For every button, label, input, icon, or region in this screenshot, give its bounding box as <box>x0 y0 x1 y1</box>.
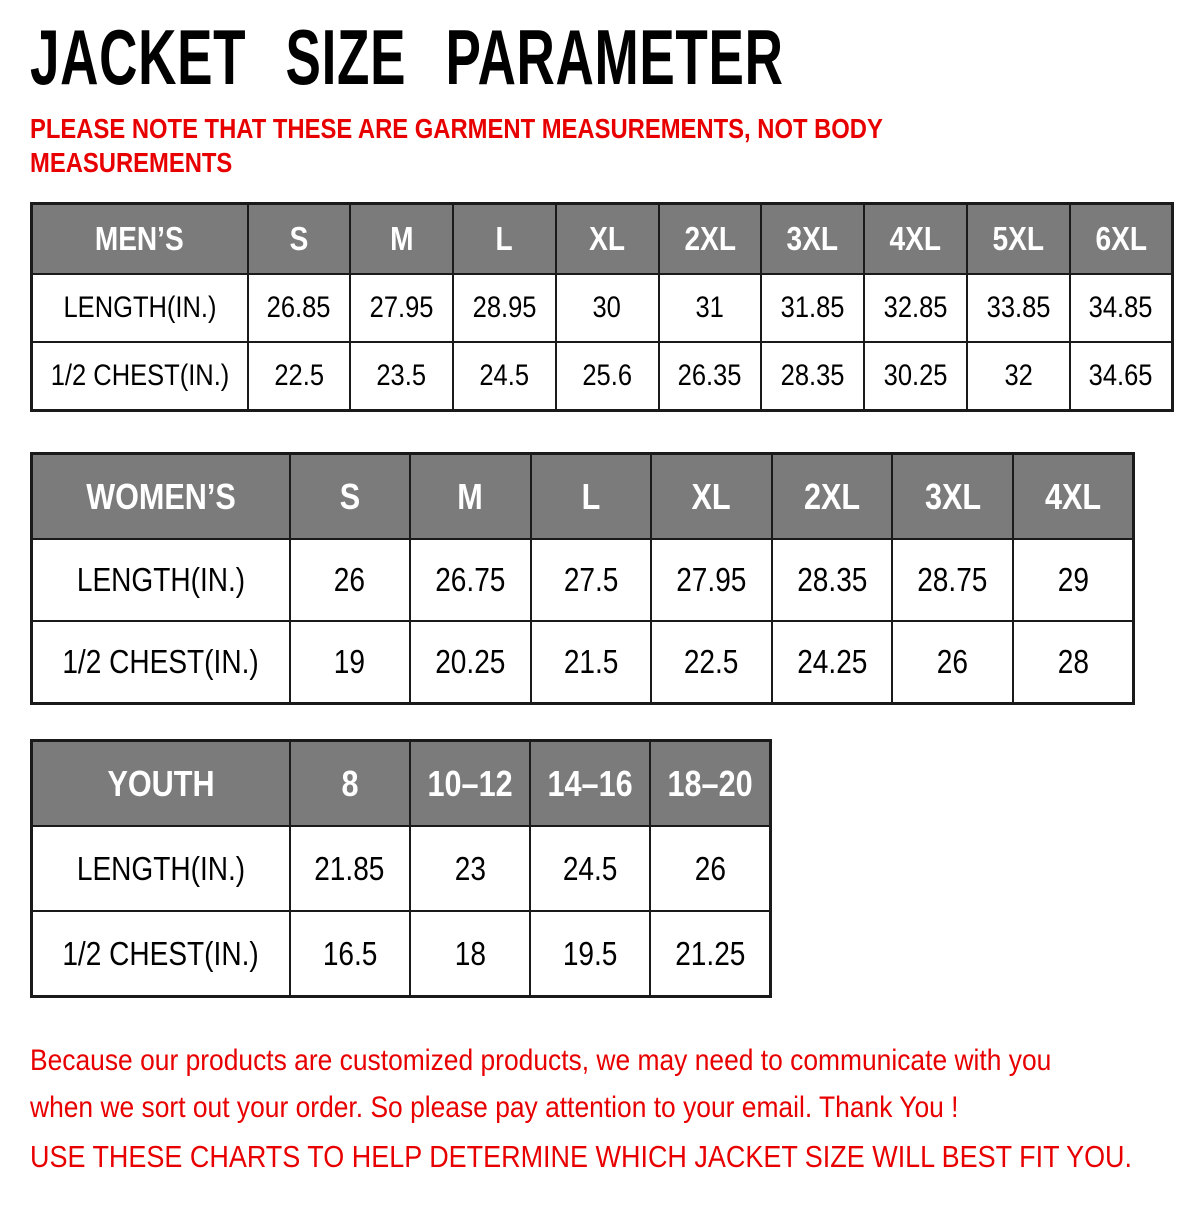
youth-size-header: 18–20 <box>650 741 770 827</box>
womens-size-header: S <box>290 454 411 540</box>
page-title: JACKET SIZE PARAMETER <box>30 13 784 101</box>
size-value-cell: 30 <box>556 274 659 342</box>
size-value-cell: 34.85 <box>1070 274 1173 342</box>
row-label: LENGTH(IN.) <box>32 274 248 342</box>
youth-header-row <box>32 741 771 827</box>
size-value-cell: 29 <box>1013 539 1134 621</box>
size-value-cell: 31.85 <box>761 274 864 342</box>
mens-size-header: S <box>248 204 351 275</box>
size-value-cell: 28.75 <box>892 539 1013 621</box>
size-value-cell: 18 <box>410 911 530 997</box>
womens-size-header: 4XL <box>1013 454 1134 540</box>
size-value-cell: 26.85 <box>248 274 351 342</box>
womens-chest-row <box>32 621 1134 704</box>
size-value-cell: 22.5 <box>651 621 772 704</box>
mens-size-header: L <box>453 204 556 275</box>
womens-size-header: L <box>531 454 652 540</box>
mens-table-title: MEN’S <box>32 204 248 275</box>
mens-length-row <box>32 274 1173 342</box>
size-value-cell: 26.35 <box>659 342 762 411</box>
size-value-cell: 28.95 <box>453 274 556 342</box>
size-value-cell: 28.35 <box>772 539 893 621</box>
size-value-cell: 28 <box>1013 621 1134 704</box>
youth-length-row <box>32 826 771 911</box>
customization-notice-line1: Because our products are customized products, we may need to communicate with you <box>30 1044 1052 1078</box>
size-value-cell: 33.85 <box>967 274 1070 342</box>
mens-size-header: 4XL <box>864 204 967 275</box>
size-value-cell: 27.95 <box>350 274 453 342</box>
size-value-cell: 20.25 <box>410 621 531 704</box>
womens-length-row <box>32 539 1134 621</box>
youth-size-header: 14–16 <box>530 741 650 827</box>
youth-size-header: 8 <box>290 741 410 827</box>
customization-notice-line2: when we sort out your order. So please pay attention to your email. Thank You ! <box>30 1090 959 1124</box>
size-value-cell: 24.5 <box>453 342 556 411</box>
mens-header-row <box>32 204 1173 275</box>
row-label: LENGTH(IN.) <box>32 826 290 911</box>
size-value-cell: 32.85 <box>864 274 967 342</box>
mens-size-header: XL <box>556 204 659 275</box>
chart-usage-note: USE THESE CHARTS TO HELP DETERMINE WHICH JACKET SIZE WILL BEST FIT YOU. <box>30 1139 1133 1175</box>
size-value-cell: 30.25 <box>864 342 967 411</box>
size-value-cell: 25.6 <box>556 342 659 411</box>
womens-size-header: XL <box>651 454 772 540</box>
womens-size-header: 2XL <box>772 454 893 540</box>
mens-size-table <box>30 202 1174 412</box>
mens-size-header: M <box>350 204 453 275</box>
size-value-cell: 26 <box>290 539 411 621</box>
size-value-cell: 26.75 <box>410 539 531 621</box>
youth-size-table <box>30 739 772 998</box>
size-value-cell: 24.25 <box>772 621 893 704</box>
womens-size-header: M <box>410 454 531 540</box>
size-value-cell: 21.5 <box>531 621 652 704</box>
size-value-cell: 19 <box>290 621 411 704</box>
size-value-cell: 23 <box>410 826 530 911</box>
womens-header-row <box>32 454 1134 540</box>
size-value-cell: 24.5 <box>530 826 650 911</box>
youth-table-title: YOUTH <box>32 741 290 827</box>
row-label: 1/2 CHEST(IN.) <box>32 911 290 997</box>
size-value-cell: 27.5 <box>531 539 652 621</box>
row-label: 1/2 CHEST(IN.) <box>32 342 248 411</box>
size-value-cell: 34.65 <box>1070 342 1173 411</box>
size-value-cell: 19.5 <box>530 911 650 997</box>
mens-size-header: 3XL <box>761 204 864 275</box>
garment-note-line1: PLEASE NOTE THAT THESE ARE GARMENT MEASUREMENTS, NOT BODY <box>30 113 883 144</box>
size-value-cell: 28.35 <box>761 342 864 411</box>
size-value-cell: 22.5 <box>248 342 351 411</box>
womens-table-title: WOMEN’S <box>32 454 290 540</box>
row-label: 1/2 CHEST(IN.) <box>32 621 290 704</box>
youth-chest-row <box>32 911 771 997</box>
size-value-cell: 26 <box>650 826 770 911</box>
size-value-cell: 21.85 <box>290 826 410 911</box>
womens-size-header: 3XL <box>892 454 1013 540</box>
size-value-cell: 31 <box>659 274 762 342</box>
size-value-cell: 21.25 <box>650 911 770 997</box>
mens-size-header: 2XL <box>659 204 762 275</box>
mens-chest-row <box>32 342 1173 411</box>
customization-notice <box>30 1038 1060 1131</box>
youth-size-header: 10–12 <box>410 741 530 827</box>
size-value-cell: 23.5 <box>350 342 453 411</box>
womens-size-table <box>30 452 1135 705</box>
size-value-cell: 32 <box>967 342 1070 411</box>
size-value-cell: 27.95 <box>651 539 772 621</box>
mens-size-header: 5XL <box>967 204 1070 275</box>
row-label: LENGTH(IN.) <box>32 539 290 621</box>
mens-size-header: 6XL <box>1070 204 1173 275</box>
size-value-cell: 16.5 <box>290 911 410 997</box>
garment-measurement-note <box>30 112 1025 180</box>
garment-note-line2: MEASUREMENTS <box>30 147 233 179</box>
size-value-cell: 26 <box>892 621 1013 704</box>
